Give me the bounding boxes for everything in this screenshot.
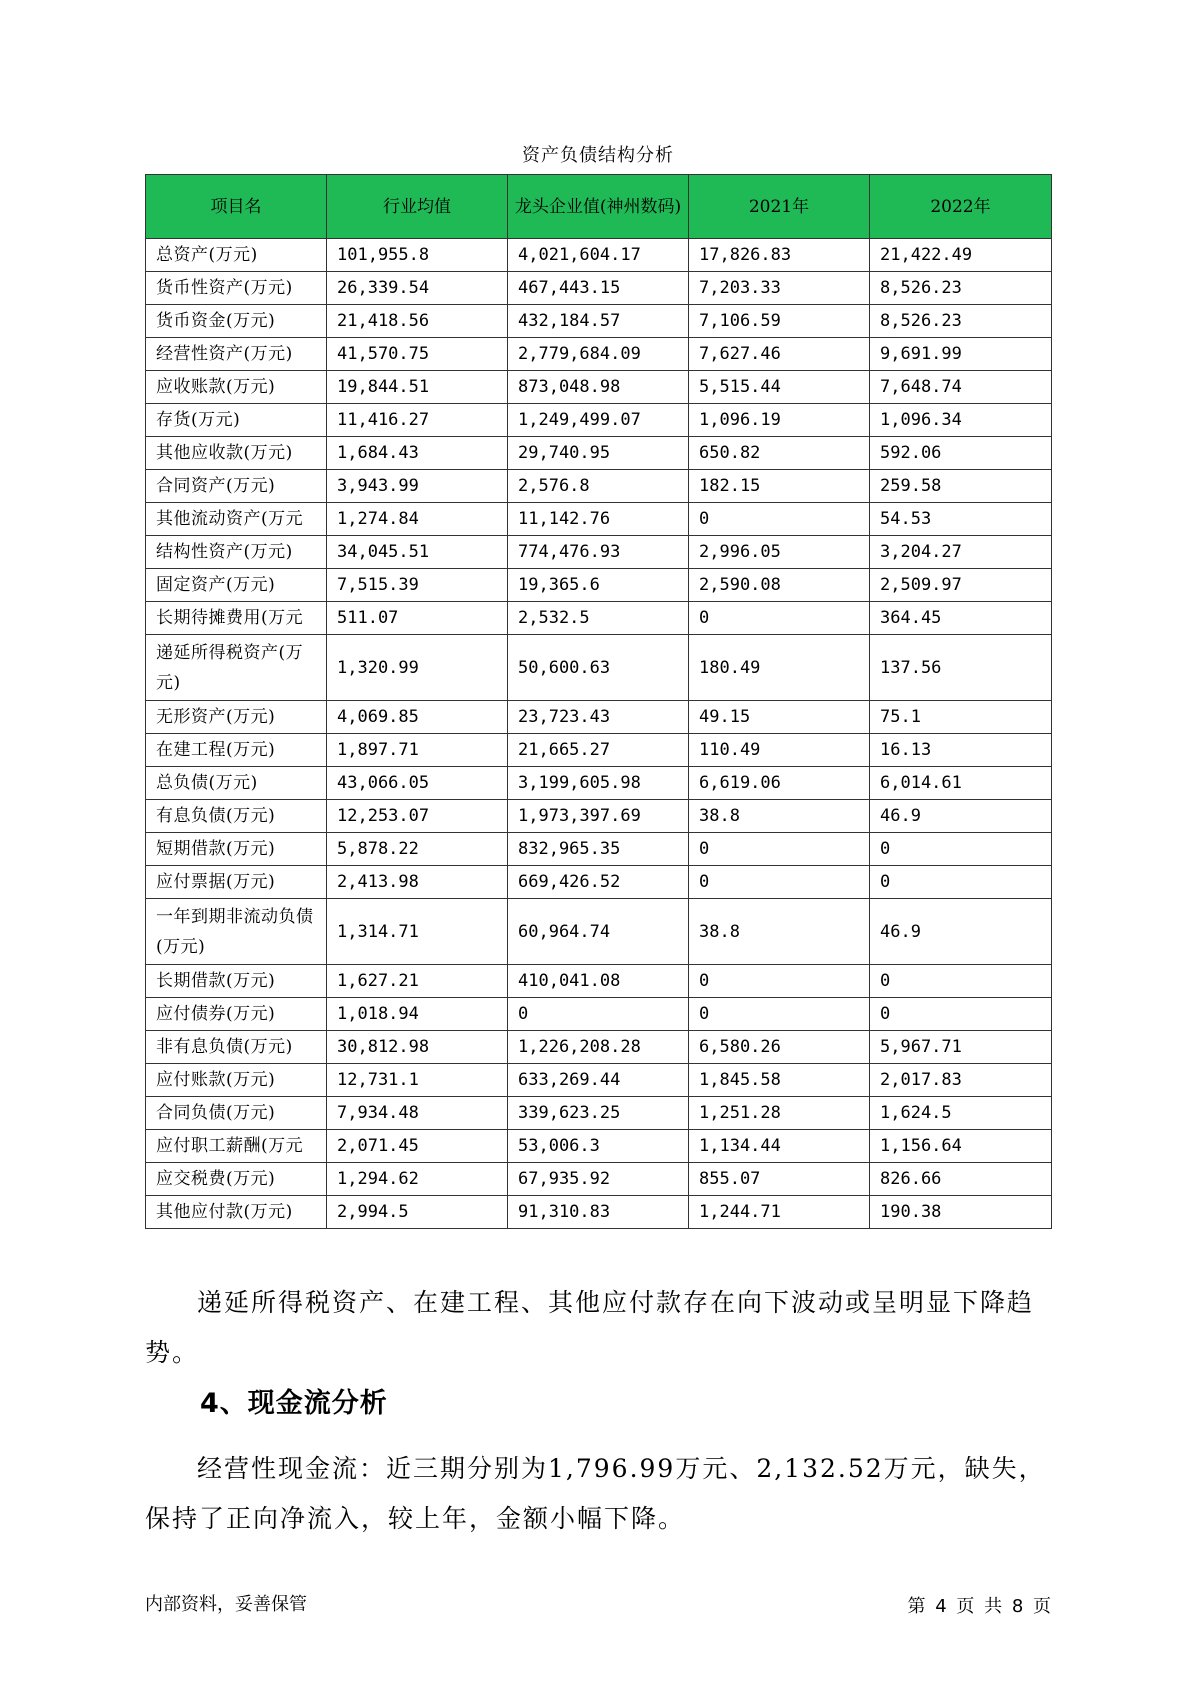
table-row xyxy=(146,866,1052,899)
row-industry-avg: 12,731.1 xyxy=(327,1064,508,1097)
row-value-2021: 5,515.44 xyxy=(689,371,870,404)
row-value-2022: 0 xyxy=(870,998,1052,1031)
table-row xyxy=(146,998,1052,1031)
row-value-2021: 38.8 xyxy=(689,899,870,965)
row-value-2022: 1,624.5 xyxy=(870,1097,1052,1130)
row-leader-value: 60,964.74 xyxy=(508,899,689,965)
row-value-2021: 49.15 xyxy=(689,701,870,734)
row-value-2021: 0 xyxy=(689,833,870,866)
row-item-name: 货币性资产(万元) xyxy=(146,272,327,305)
row-item-name: 长期待摊费用(万元 xyxy=(146,602,327,635)
row-value-2021: 38.8 xyxy=(689,800,870,833)
table-row xyxy=(146,1097,1052,1130)
row-item-name: 有息负债(万元) xyxy=(146,800,327,833)
header-item-name: 项目名 xyxy=(146,175,327,239)
row-value-2021: 1,845.58 xyxy=(689,1064,870,1097)
row-value-2021: 180.49 xyxy=(689,635,870,701)
row-value-2022: 592.06 xyxy=(870,437,1052,470)
row-item-name: 结构性资产(万元) xyxy=(146,536,327,569)
row-value-2022: 54.53 xyxy=(870,503,1052,536)
row-leader-value: 832,965.35 xyxy=(508,833,689,866)
row-value-2022: 46.9 xyxy=(870,899,1052,965)
cashflow-paragraph: 经营性现金流：近三期分别为1,796.99万元、2,132.52万元，缺失，保持了正向净流入，较上年，金额小幅下降。 xyxy=(145,1454,1046,1533)
row-item-name: 应交税费(万元) xyxy=(146,1163,327,1196)
row-value-2021: 1,134.44 xyxy=(689,1130,870,1163)
row-leader-value: 19,365.6 xyxy=(508,569,689,602)
row-value-2021: 182.15 xyxy=(689,470,870,503)
row-leader-value: 2,576.8 xyxy=(508,470,689,503)
row-value-2022: 8,526.23 xyxy=(870,305,1052,338)
row-value-2021: 1,251.28 xyxy=(689,1097,870,1130)
table-row xyxy=(146,437,1052,470)
row-industry-avg: 7,934.48 xyxy=(327,1097,508,1130)
table-row xyxy=(146,965,1052,998)
row-item-name: 货币资金(万元) xyxy=(146,305,327,338)
row-industry-avg: 19,844.51 xyxy=(327,371,508,404)
row-industry-avg: 3,943.99 xyxy=(327,470,508,503)
row-leader-value: 1,226,208.28 xyxy=(508,1031,689,1064)
row-item-name: 总负债(万元) xyxy=(146,767,327,800)
row-item-name: 应付票据(万元) xyxy=(146,866,327,899)
section-heading: 4、现金流分析 xyxy=(200,1388,388,1419)
row-leader-value: 669,426.52 xyxy=(508,866,689,899)
row-leader-value: 0 xyxy=(508,998,689,1031)
row-leader-value: 410,041.08 xyxy=(508,965,689,998)
row-industry-avg: 1,320.99 xyxy=(327,635,508,701)
row-value-2022: 46.9 xyxy=(870,800,1052,833)
row-industry-avg: 1,018.94 xyxy=(327,998,508,1031)
row-industry-avg: 7,515.39 xyxy=(327,569,508,602)
row-item-name: 递延所得税资产(万元) xyxy=(146,635,327,701)
table-row xyxy=(146,1031,1052,1064)
table-row xyxy=(146,503,1052,536)
row-value-2022: 7,648.74 xyxy=(870,371,1052,404)
row-industry-avg: 21,418.56 xyxy=(327,305,508,338)
row-leader-value: 23,723.43 xyxy=(508,701,689,734)
row-industry-avg: 511.07 xyxy=(327,602,508,635)
row-leader-value: 467,443.15 xyxy=(508,272,689,305)
table-row xyxy=(146,536,1052,569)
balance-sheet-table xyxy=(145,174,1052,1229)
table-body xyxy=(146,239,1052,1229)
row-leader-value: 339,623.25 xyxy=(508,1097,689,1130)
row-industry-avg: 1,314.71 xyxy=(327,899,508,965)
row-item-name: 其他应付款(万元) xyxy=(146,1196,327,1229)
row-industry-avg: 30,812.98 xyxy=(327,1031,508,1064)
row-value-2021: 7,106.59 xyxy=(689,305,870,338)
row-industry-avg: 43,066.05 xyxy=(327,767,508,800)
row-item-name: 存货(万元) xyxy=(146,404,327,437)
row-value-2021: 0 xyxy=(689,965,870,998)
table-row xyxy=(146,272,1052,305)
table-row xyxy=(146,800,1052,833)
row-item-name: 短期借款(万元) xyxy=(146,833,327,866)
row-item-name: 应付职工薪酬(万元 xyxy=(146,1130,327,1163)
row-industry-avg: 26,339.54 xyxy=(327,272,508,305)
row-industry-avg: 2,071.45 xyxy=(327,1130,508,1163)
row-item-name: 经营性资产(万元) xyxy=(146,338,327,371)
table-row xyxy=(146,833,1052,866)
table-row xyxy=(146,1064,1052,1097)
row-industry-avg: 5,878.22 xyxy=(327,833,508,866)
row-industry-avg: 4,069.85 xyxy=(327,701,508,734)
row-item-name: 合同负债(万元) xyxy=(146,1097,327,1130)
row-leader-value: 91,310.83 xyxy=(508,1196,689,1229)
row-industry-avg: 1,684.43 xyxy=(327,437,508,470)
row-value-2022: 9,691.99 xyxy=(870,338,1052,371)
footer-page-number: 第 4 页 共 8 页 xyxy=(907,1596,1051,1617)
row-value-2022: 137.56 xyxy=(870,635,1052,701)
row-value-2022: 190.38 xyxy=(870,1196,1052,1229)
row-leader-value: 774,476.93 xyxy=(508,536,689,569)
row-value-2021: 855.07 xyxy=(689,1163,870,1196)
row-value-2022: 21,422.49 xyxy=(870,239,1052,272)
table-row xyxy=(146,1130,1052,1163)
row-value-2021: 2,996.05 xyxy=(689,536,870,569)
table-row xyxy=(146,734,1052,767)
row-leader-value: 53,006.3 xyxy=(508,1130,689,1163)
analysis-paragraph: 递延所得税资产、在建工程、其他应付款存在向下波动或呈明显下降趋势。 xyxy=(145,1288,1035,1367)
row-item-name: 无形资产(万元) xyxy=(146,701,327,734)
row-value-2021: 650.82 xyxy=(689,437,870,470)
row-value-2022: 75.1 xyxy=(870,701,1052,734)
row-item-name: 应付债券(万元) xyxy=(146,998,327,1031)
table-row xyxy=(146,602,1052,635)
row-value-2021: 0 xyxy=(689,503,870,536)
row-value-2021: 0 xyxy=(689,602,870,635)
row-value-2021: 6,619.06 xyxy=(689,767,870,800)
row-industry-avg: 1,897.71 xyxy=(327,734,508,767)
table-row xyxy=(146,569,1052,602)
row-leader-value: 1,973,397.69 xyxy=(508,800,689,833)
table-row xyxy=(146,371,1052,404)
row-item-name: 应收账款(万元) xyxy=(146,371,327,404)
header-2021: 2021年 xyxy=(689,175,870,239)
row-value-2022: 5,967.71 xyxy=(870,1031,1052,1064)
row-item-name: 长期借款(万元) xyxy=(146,965,327,998)
row-item-name: 合同资产(万元) xyxy=(146,470,327,503)
table-row xyxy=(146,1163,1052,1196)
row-value-2022: 1,096.34 xyxy=(870,404,1052,437)
row-item-name: 总资产(万元) xyxy=(146,239,327,272)
header-industry-avg: 行业均值 xyxy=(327,175,508,239)
row-industry-avg: 101,955.8 xyxy=(327,239,508,272)
table-row xyxy=(146,305,1052,338)
row-value-2022: 259.58 xyxy=(870,470,1052,503)
row-value-2022: 8,526.23 xyxy=(870,272,1052,305)
row-item-name: 非有息负债(万元) xyxy=(146,1031,327,1064)
row-leader-value: 633,269.44 xyxy=(508,1064,689,1097)
row-value-2021: 7,627.46 xyxy=(689,338,870,371)
row-item-name: 在建工程(万元) xyxy=(146,734,327,767)
table-row xyxy=(146,635,1052,701)
row-value-2021: 6,580.26 xyxy=(689,1031,870,1064)
row-industry-avg: 2,994.5 xyxy=(327,1196,508,1229)
table-row xyxy=(146,701,1052,734)
row-value-2022: 2,017.83 xyxy=(870,1064,1052,1097)
row-industry-avg: 41,570.75 xyxy=(327,338,508,371)
row-value-2022: 0 xyxy=(870,833,1052,866)
row-leader-value: 29,740.95 xyxy=(508,437,689,470)
row-value-2021: 7,203.33 xyxy=(689,272,870,305)
row-leader-value: 3,199,605.98 xyxy=(508,767,689,800)
row-value-2021: 0 xyxy=(689,866,870,899)
row-value-2022: 2,509.97 xyxy=(870,569,1052,602)
table-row xyxy=(146,404,1052,437)
row-value-2022: 364.45 xyxy=(870,602,1052,635)
row-value-2021: 0 xyxy=(689,998,870,1031)
row-value-2022: 0 xyxy=(870,965,1052,998)
row-leader-value: 11,142.76 xyxy=(508,503,689,536)
table-row xyxy=(146,239,1052,272)
row-industry-avg: 1,294.62 xyxy=(327,1163,508,1196)
row-leader-value: 21,665.27 xyxy=(508,734,689,767)
table-row xyxy=(146,1196,1052,1229)
row-leader-value: 67,935.92 xyxy=(508,1163,689,1196)
row-value-2022: 0 xyxy=(870,866,1052,899)
row-item-name: 一年到期非流动负债(万元) xyxy=(146,899,327,965)
row-item-name: 固定资产(万元) xyxy=(146,569,327,602)
row-value-2022: 3,204.27 xyxy=(870,536,1052,569)
table-row xyxy=(146,470,1052,503)
row-leader-value: 1,249,499.07 xyxy=(508,404,689,437)
header-2022: 2022年 xyxy=(870,175,1052,239)
row-leader-value: 4,021,604.17 xyxy=(508,239,689,272)
row-value-2021: 17,826.83 xyxy=(689,239,870,272)
row-item-name: 其他流动资产(万元 xyxy=(146,503,327,536)
row-item-name: 应付账款(万元) xyxy=(146,1064,327,1097)
row-industry-avg: 2,413.98 xyxy=(327,866,508,899)
row-leader-value: 432,184.57 xyxy=(508,305,689,338)
row-leader-value: 2,532.5 xyxy=(508,602,689,635)
table-caption: 资产负债结构分析 xyxy=(522,145,674,166)
row-value-2022: 826.66 xyxy=(870,1163,1052,1196)
row-leader-value: 2,779,684.09 xyxy=(508,338,689,371)
row-value-2021: 1,244.71 xyxy=(689,1196,870,1229)
row-leader-value: 50,600.63 xyxy=(508,635,689,701)
table-row xyxy=(146,899,1052,965)
table-row xyxy=(146,767,1052,800)
row-industry-avg: 12,253.07 xyxy=(327,800,508,833)
row-leader-value: 873,048.98 xyxy=(508,371,689,404)
row-industry-avg: 1,274.84 xyxy=(327,503,508,536)
row-value-2022: 1,156.64 xyxy=(870,1130,1052,1163)
footer-confidential-note: 内部资料，妥善保管 xyxy=(145,1594,307,1615)
row-industry-avg: 11,416.27 xyxy=(327,404,508,437)
header-leader-value: 龙头企业值(神州数码) xyxy=(508,175,689,239)
row-item-name: 其他应收款(万元) xyxy=(146,437,327,470)
row-value-2021: 1,096.19 xyxy=(689,404,870,437)
table-row xyxy=(146,338,1052,371)
row-value-2021: 110.49 xyxy=(689,734,870,767)
row-value-2022: 16.13 xyxy=(870,734,1052,767)
row-value-2021: 2,590.08 xyxy=(689,569,870,602)
row-industry-avg: 34,045.51 xyxy=(327,536,508,569)
row-value-2022: 6,014.61 xyxy=(870,767,1052,800)
row-industry-avg: 1,627.21 xyxy=(327,965,508,998)
table-header-row xyxy=(146,175,1052,239)
